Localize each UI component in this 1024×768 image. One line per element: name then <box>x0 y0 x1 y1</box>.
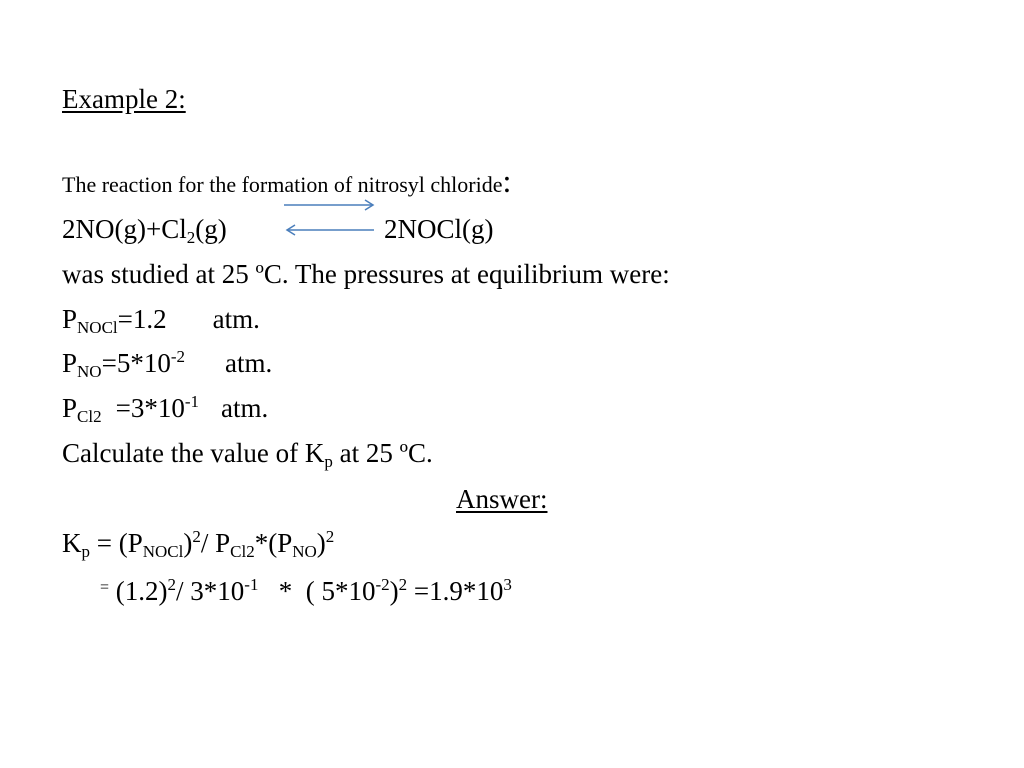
question-text: Calculate the value of K <box>62 438 325 468</box>
pressure-value: =5*10 <box>101 348 171 378</box>
pressure-subscript: NOCl <box>77 318 118 337</box>
formula-part: = (P <box>90 528 143 558</box>
answer-label: Answer: <box>456 484 548 514</box>
formula-sub-cl2: Cl2 <box>230 542 255 561</box>
pressure-subscript: Cl2 <box>77 407 102 426</box>
question-line <box>62 437 433 469</box>
calculation-line <box>100 572 512 607</box>
calc-exponent: -2 <box>375 575 390 594</box>
pressure-symbol: P <box>62 393 78 423</box>
kp-formula <box>62 527 334 559</box>
intro-text: The reaction for the formation of nitrosyl chloride <box>62 172 503 197</box>
formula-part: *(P <box>254 528 293 558</box>
pressure-exponent: -2 <box>170 347 185 366</box>
pressure-symbol: P <box>62 348 78 378</box>
question-subscript: p <box>324 452 333 471</box>
kp-subscript: p <box>81 542 90 561</box>
reaction-reactants <box>62 213 227 245</box>
calc-equals: = <box>100 579 110 596</box>
pressure-value: =1.2 <box>117 304 167 334</box>
calc-part: / 3*10 <box>176 576 245 606</box>
statement-line: was studied at 25 ºC. The pressures at equilibrium were: <box>62 259 670 289</box>
pressure-cl2 <box>62 392 268 424</box>
calc-exponent: 2 <box>398 575 408 594</box>
reactant-state: (g) <box>195 214 227 244</box>
formula-part: ) <box>183 528 193 558</box>
pressure-unit: atm. <box>212 304 260 334</box>
reactant-text: 2NO(g)+Cl <box>62 214 187 244</box>
pressure-exponent: -1 <box>184 392 199 411</box>
formula-part: ) <box>316 528 326 558</box>
reaction-product: 2NOCl(g) <box>384 214 494 244</box>
calc-exponent: 2 <box>167 575 177 594</box>
formula-square: 2 <box>325 527 335 546</box>
equilibrium-arrows-icon <box>282 196 376 236</box>
calc-part: ) <box>389 576 399 606</box>
formula-square: 2 <box>192 527 201 546</box>
pressure-value: =3*10 <box>115 393 185 423</box>
pressure-unit: atm. <box>221 393 269 423</box>
pressure-no <box>62 347 272 379</box>
pressure-unit: atm. <box>225 348 273 378</box>
calc-part: (1.2) <box>109 576 168 606</box>
intro-colon: : <box>502 163 512 199</box>
formula-part: / P <box>200 528 231 558</box>
question-tail: at 25 ºC. <box>332 438 433 468</box>
pressure-nocl <box>62 303 260 335</box>
calc-exponent: 3 <box>503 575 512 594</box>
formula-sub-nocl: NOCl <box>142 542 184 561</box>
pressure-subscript: NO <box>77 362 102 381</box>
calc-part: =1.9*10 <box>407 576 504 606</box>
pressure-symbol: P <box>62 304 78 334</box>
kp-symbol: K <box>62 528 82 558</box>
calc-exponent: -1 <box>244 575 259 594</box>
formula-sub-no: NO <box>292 542 317 561</box>
calc-part: * ( 5*10 <box>258 576 376 606</box>
slide-title: Example 2: <box>62 84 186 114</box>
reactant-subscript: 2 <box>186 228 196 247</box>
